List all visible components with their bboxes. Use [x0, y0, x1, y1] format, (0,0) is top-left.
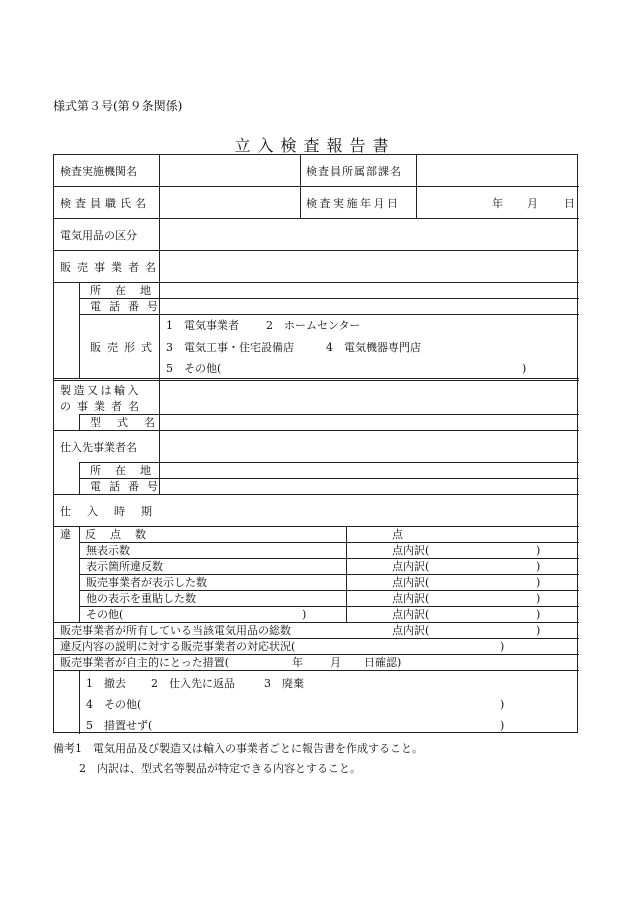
- measures-month: 月: [330, 656, 341, 669]
- report-form-table: [53, 154, 578, 733]
- sales-option-5-close: ): [522, 362, 527, 375]
- violation-breakdown-close: ): [536, 544, 541, 557]
- measures-day: 日確認): [364, 656, 402, 669]
- supplier-phone-label: 電話番号: [90, 480, 166, 493]
- note-1: 備考1 電気用品及び製造又は輸入の事業者ごとに報告書を作成すること。: [53, 742, 423, 755]
- model-label: 型式名: [90, 416, 171, 429]
- violation-item: 他の表示を重貼した数: [86, 592, 196, 605]
- violation-item: 販売事業者が表示した数: [86, 576, 207, 589]
- violation-breakdown: 点内訳(: [392, 608, 430, 621]
- violation-item: その他(: [86, 608, 124, 621]
- violation-item: 表示箇所違反数: [86, 560, 163, 573]
- measure-option-5: 5 措置せず(: [86, 719, 153, 732]
- owned-total-breakdown-close: ): [536, 624, 541, 637]
- category-label: 電気用品の区分: [60, 229, 137, 242]
- violation-breakdown-close: ): [536, 576, 541, 589]
- measures-year: 年: [292, 656, 303, 669]
- violation-points-label: 違反点数: [60, 528, 160, 541]
- violation-breakdown-close: ): [536, 608, 541, 621]
- violation-breakdown-close: ): [536, 560, 541, 573]
- page-title: 立入検査報告書: [234, 136, 396, 155]
- form-number: 様式第３号(第９条関係): [53, 99, 183, 113]
- violation-breakdown-close: ): [536, 592, 541, 605]
- sales-option-2: 2 ホームセンター: [266, 319, 361, 332]
- maker-label-line2: の事業者名: [60, 400, 145, 413]
- year-label: 年: [492, 197, 503, 210]
- sales-option-3: 3 電気工事・住宅設備店: [166, 341, 294, 354]
- violation-breakdown: 点内訳(: [392, 576, 430, 589]
- day-label: 日: [564, 197, 575, 210]
- seller-label: 販売事業者名: [60, 261, 162, 274]
- month-label: 月: [527, 197, 538, 210]
- measure-option-4-close: ): [500, 698, 505, 711]
- measures-label: 販売事業者が自主的にとった措置(: [60, 656, 230, 669]
- dept-label: 検査員所属部課名: [306, 165, 402, 178]
- response-label: 違反内容の説明に対する販売事業者の対応状況(: [60, 640, 296, 653]
- violation-breakdown: 点内訳(: [392, 560, 430, 573]
- measure-option-1: 1 撤去: [86, 677, 126, 690]
- seller-address-label: 所在地: [90, 284, 165, 297]
- sales-option-4: 4 電気機器専門店: [326, 341, 421, 354]
- violation-points-unit: 点: [392, 528, 403, 541]
- purchase-time-label: 仕入時期: [60, 505, 168, 518]
- owned-total-label: 販売事業者が所有している当該電気用品の総数: [60, 624, 291, 637]
- measure-option-4: 4 その他(: [86, 698, 142, 711]
- violation-other-close: ): [302, 608, 307, 621]
- date-label: 検査実施年月日: [306, 197, 401, 210]
- note-2: 2 内訳は、型式名等製品が特定できる内容とすること。: [79, 762, 361, 775]
- measure-option-3: 3 廃棄: [264, 677, 304, 690]
- agency-label: 検査実施機関名: [60, 165, 137, 178]
- supplier-address-label: 所在地: [90, 464, 165, 477]
- inspector-label: 検査員職氏名: [60, 197, 150, 210]
- owned-total-breakdown: 点内訳(: [392, 624, 430, 637]
- maker-label-line1: 製造又は輸入: [60, 384, 141, 397]
- supplier-label: 仕入先事業者名: [60, 441, 137, 454]
- sales-option-5: 5 その他(: [166, 362, 222, 375]
- violation-breakdown: 点内訳(: [392, 592, 430, 605]
- violation-item: 無表示数: [86, 544, 130, 557]
- sales-option-1: 1 電気事業者: [166, 319, 239, 332]
- response-close: ): [500, 640, 505, 653]
- seller-phone-label: 電話番号: [90, 300, 166, 313]
- measure-option-5-close: ): [500, 719, 505, 732]
- sales-form-label: 販売形式: [90, 341, 158, 354]
- violation-breakdown: 点内訳(: [392, 544, 430, 557]
- measure-option-2: 2 仕入先に返品: [151, 677, 235, 690]
